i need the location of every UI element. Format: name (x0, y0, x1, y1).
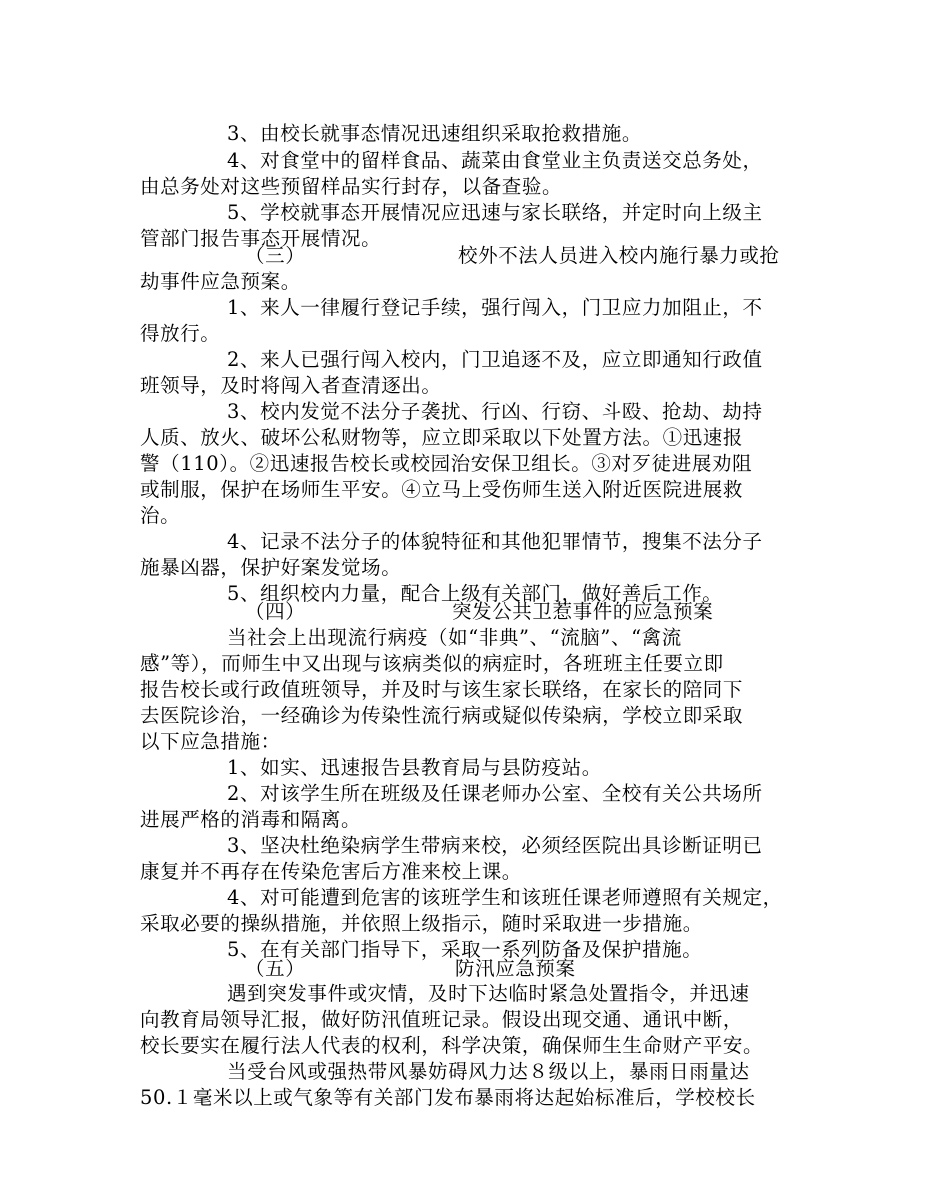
text-line: 遇到突发事件或灾情，及时下达临时紧急处置指令，并迅速 (227, 982, 750, 1005)
text-line: 得放行。 (140, 322, 221, 345)
text-line: 1、来人一律履行登记手续，强行闯入，门卫应力加阻止，不 (227, 296, 763, 319)
text-line: 5、在有关部门指导下，采取一系列防备及保护措施。 (227, 938, 703, 961)
text-line: 2、来人已强行闯入校内，门卫追逐不及，应立即通知行政值 (227, 348, 763, 371)
text-line: 2、对该学生所在班级及任课老师办公室、全校有关公共场所 (227, 782, 763, 805)
text-line: 警（110）。②迅速报告校长或校园治安保卫组长。③对歹徒进展劝阻 (140, 452, 753, 475)
text-line: 以下应急措施： (140, 730, 281, 753)
section-title: 突发公共卫惹事件的应急预案 (452, 600, 714, 623)
text-line: 康复并不再存在传染危害后方准来校上课。 (140, 860, 522, 883)
text-line: 4、对食堂中的留样食品、蔬菜由食堂业主负责送交总务处， (227, 149, 763, 172)
text-line: 校长要实在履行法人代表的权利，科学决策，确保师生生命财产平安。 (140, 1034, 764, 1057)
text-line: 劫事件应急预案。 (140, 270, 301, 293)
text-line: 向教育局领导汇报，做好防汛值班记录。假设出现交通、通讯中断， (140, 1008, 744, 1031)
section-number: （三） (245, 244, 306, 267)
text-line: 1、如实、迅速报告县教育局与县防疫站。 (227, 756, 602, 779)
text-line: 4、记录不法分子的体貌特征和其他犯罪情节，搜集不法分子 (227, 530, 763, 553)
text-line: 去医院诊治，一经确诊为传染性流行病或疑似传染病，学校立即采取 (140, 704, 744, 727)
text-line: 4、对可能遭到危害的该班学生和该班任课老师遵照有关规定， (227, 886, 783, 909)
section-title: 防汛应急预案 (455, 957, 576, 980)
text-line: 3、由校长就事态情况迅速组织采取抢救措施。 (227, 122, 643, 145)
text-line: 进展严格的消毒和隔离。 (140, 808, 362, 831)
text-line: 班领导，及时将闯入者查清逐出。 (140, 374, 442, 397)
text-line: 治。 (140, 504, 181, 527)
text-line: 5、组织校内力量，配合上级有关部门，做好善后工作。 (227, 582, 723, 605)
section-title: 校外不法人员进入校内施行暴力或抢 (458, 244, 780, 267)
text-line: 或制服，保护在场师生平安。④立马上受伤师生送入附近医院进展救 (140, 478, 744, 501)
text-line: 人质、放火、破坏公私财物等，应立即采取以下处置方法。①迅速报 (140, 426, 744, 449)
text-line: 5、学校就事态开展情况应迅速与家长联络，并定时向上级主 (227, 201, 763, 224)
text-line: 采取必要的操纵措施，并依照上级指示，随时采取进一步措施。 (140, 912, 703, 935)
text-line: 当受台风或强热带风暴妨碍风力达８级以上，暴雨日雨量达 (227, 1060, 750, 1083)
text-line: 感”等），而师生中又出现与该病类似的病症时，各班班主任要立即 (140, 652, 724, 675)
text-line: 3、坚决杜绝染病学生带病来校，必须经医院出具诊断证明已 (227, 834, 763, 857)
text-line: 3、校内发觉不法分子袭扰、行凶、行窃、斗殴、抢劫、劫持 (227, 400, 763, 423)
text-line: 由总务处对这些预留样品实行封存，以备查验。 (140, 175, 563, 198)
section-number: （四） (245, 600, 306, 623)
section-number: （五） (245, 957, 306, 980)
text-line: 管部门报告事态开展情况。 (140, 227, 382, 250)
text-line: 报告校长或行政值班领导，并及时与该生家长联络，在家长的陪同下 (140, 678, 744, 701)
text-line: 施暴凶器，保护好案发觉场。 (140, 556, 402, 579)
text-line: 当社会上出现流行病疫（如“非典”、“流脑”、“禽流 (227, 626, 682, 649)
text-line: 50.１毫米以上或气象等有关部门发布暴雨将达起始标准后，学校校长 (140, 1086, 756, 1109)
